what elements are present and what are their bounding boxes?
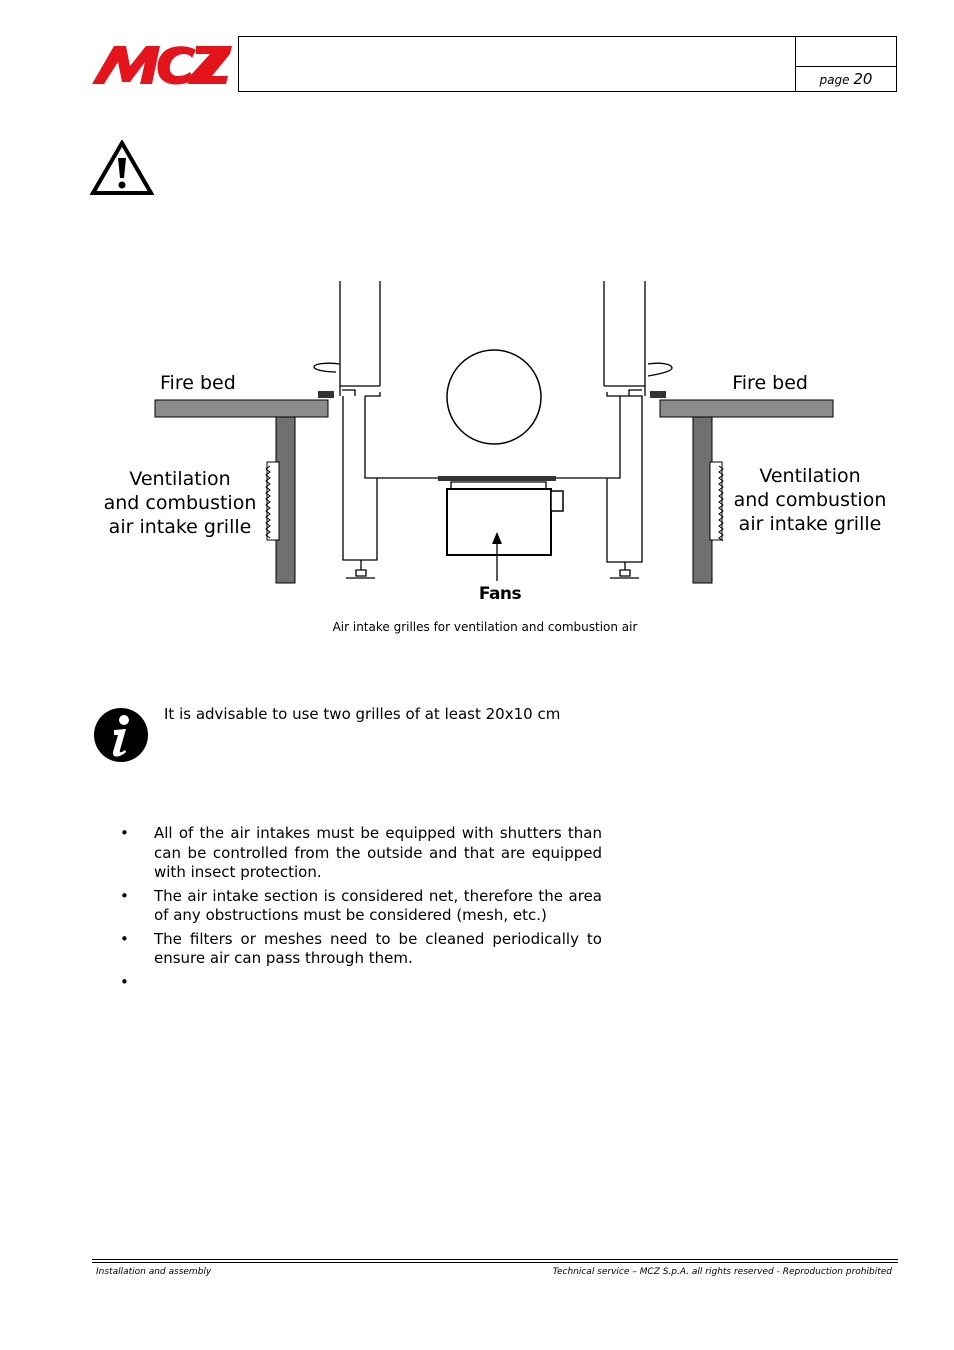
page-prefix: page: [819, 73, 850, 87]
air-intake-diagram: [100, 275, 860, 615]
grille-label-line: Ventilation: [759, 465, 861, 487]
grille-label-line: air intake grille: [108, 516, 252, 538]
footer-right-text: Technical service – MCZ S.p.A. all rights reserved - Reproduction prohibited: [552, 1267, 892, 1277]
list-item: [118, 973, 602, 992]
info-note: It is advisable to use two grilles of at least 20x10 cm: [164, 705, 561, 723]
footer-left-text: Installation and assembly: [96, 1267, 212, 1277]
grille-label-left: [100, 467, 260, 539]
fans-label: Fans: [478, 584, 522, 604]
header-divider: [795, 66, 897, 67]
grille-label-line: and combustion: [733, 489, 887, 511]
grille-label-line: and combustion: [103, 492, 257, 514]
footer-divider: [92, 1262, 898, 1263]
footer-divider: [92, 1259, 898, 1260]
list-item: • The air intake section is considered net, therefore the area of any obstructions must be considered (mesh, etc.): [118, 887, 602, 926]
grille-label-line: Ventilation: [129, 468, 231, 490]
fire-bed-label-right: Fire bed: [732, 372, 808, 394]
info-icon: [92, 706, 150, 764]
page-number-value: 20: [853, 70, 873, 88]
figure-caption: Air intake grilles for ventilation and combustion air: [332, 620, 638, 634]
page-number: [796, 70, 896, 88]
grille-label-line: air intake grille: [738, 513, 882, 535]
warning-triangle-icon: [90, 140, 154, 196]
grille-label-right: [730, 464, 890, 536]
list-item: • The filters or meshes need to be cleaned periodically to ensure air can pass through them.: [118, 930, 602, 969]
mcz-logo: [92, 44, 232, 86]
list-item: • All of the air intakes must be equipped with shutters than can be controlled from the outside and that are equipped with insect protection.: [118, 824, 602, 883]
bullet-list: [118, 824, 602, 996]
fire-bed-label-left: Fire bed: [160, 372, 236, 394]
